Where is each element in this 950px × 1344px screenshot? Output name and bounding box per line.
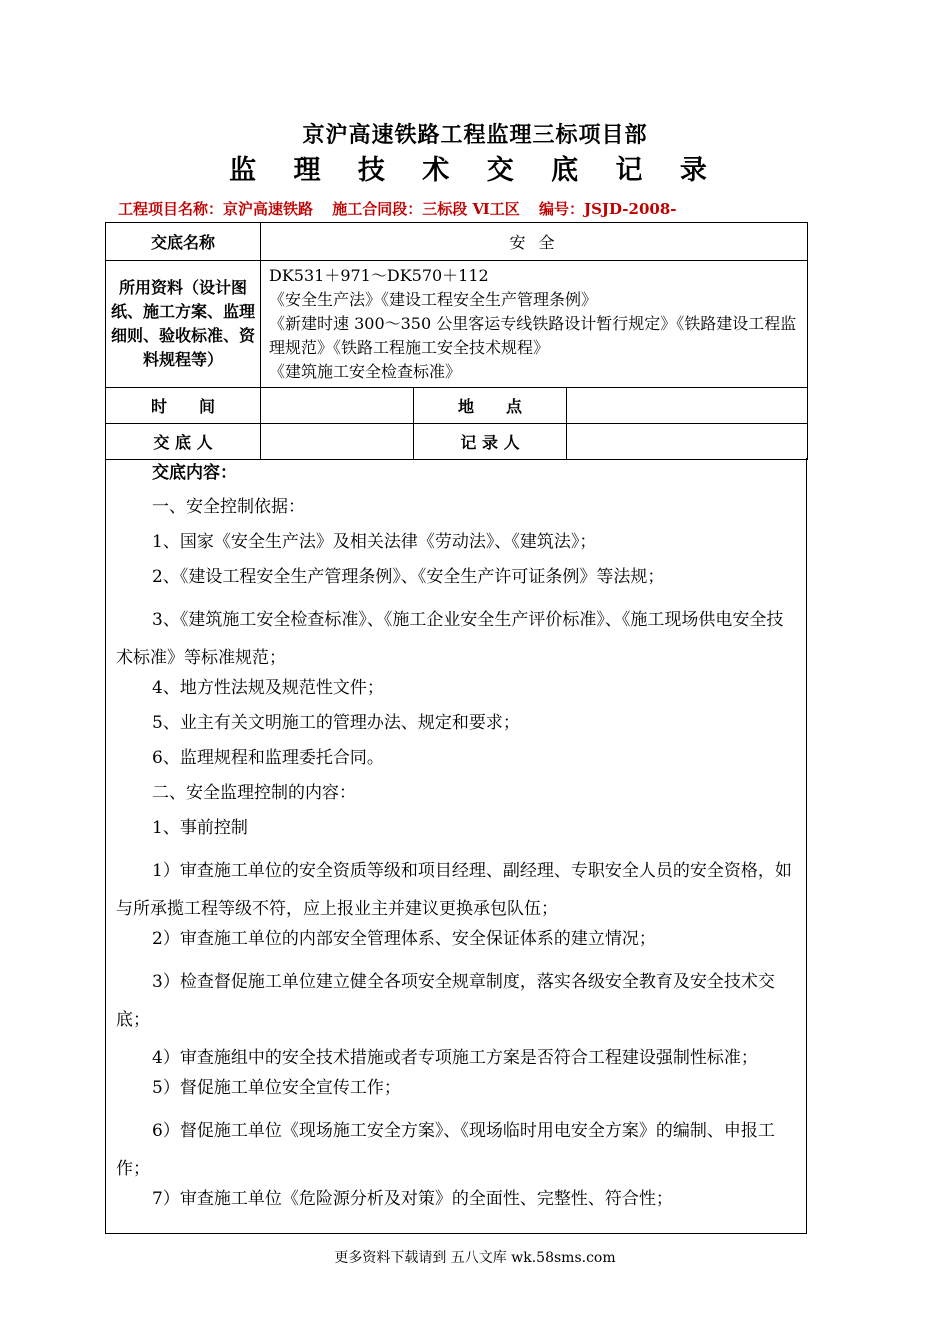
- topic-label: 交底名称: [106, 223, 261, 261]
- time-label: 时 间: [106, 388, 261, 424]
- content-paragraph: 2、《建设工程安全生产管理条例》、《安全生产许可证条例》等法规；: [152, 567, 665, 587]
- recorder-value: [567, 424, 808, 460]
- disclosure-content: [105, 458, 807, 1234]
- content-paragraph: 二、安全监理控制的内容：: [152, 783, 356, 803]
- materials-value: [261, 261, 808, 388]
- materials-line: 《建筑施工安全检查标准》: [269, 362, 462, 381]
- place-label: 地 点: [414, 388, 567, 424]
- content-paragraph: 一、安全控制依据：: [152, 497, 305, 517]
- disclosure-form-table: [105, 222, 808, 460]
- presenter-value: [261, 424, 414, 460]
- materials-line: 《安全生产法》《建设工程安全生产管理条例》: [269, 290, 598, 309]
- content-title: 交底内容：: [152, 463, 237, 483]
- content-paragraph: 5、业主有关文明施工的管理办法、规定和要求；: [152, 713, 520, 733]
- content-paragraph: 4）审查施组中的安全技术措施或者专项施工方案是否符合工程建设强制性标准；: [152, 1048, 758, 1068]
- recorder-label: 记 录 人: [414, 424, 567, 460]
- presenter-label: 交 底 人: [106, 424, 261, 460]
- document-title: 监 理 技 术 交 底 记 录: [229, 155, 721, 186]
- content-paragraph: 6）督促施工单位《现场施工安全方案》、《现场临时用电安全方案》的编制、申报工作；: [116, 1121, 775, 1179]
- place-value: [567, 388, 808, 424]
- content-paragraph: 1）审查施工单位的安全资质等级和项目经理、副经理、专职安全人员的安全资格，如与所承揽工程等级不符，应上报业主并建议更换承包队伍；: [116, 861, 792, 919]
- project-info-line: [118, 198, 690, 219]
- footer-note: 更多资料下载请到 五八文库 wk.58sms.com: [334, 1250, 616, 1266]
- content-paragraph: 3、《建筑施工安全检查标准》、《施工企业安全生产评价标准》、《施工现场供电安全技术标准》等标准规范；: [116, 610, 784, 668]
- content-paragraph: 7）审查施工单位《危险源分析及对策》的全面性、完整性、符合性；: [152, 1189, 673, 1209]
- content-paragraph: 4、地方性法规及规范性文件；: [152, 678, 384, 698]
- content-paragraph: 5）督促施工单位安全宣传工作；: [152, 1078, 401, 1098]
- time-value: [261, 388, 414, 424]
- materials-line: 《新建时速 300～350 公里客运专线铁路设计暂行规定》《铁路建设工程监理规范》《铁路工程施工安全技术规程》: [269, 314, 797, 357]
- materials-label: 所用资料（设计图纸、施工方案、监理细则、验收标准、资料规程等）: [106, 261, 261, 388]
- content-paragraph: 2）审查施工单位的内部安全管理体系、安全保证体系的建立情况；: [152, 929, 656, 949]
- org-title: 京沪高速铁路工程监理三标项目部: [302, 122, 648, 148]
- content-paragraph: 1、事前控制: [152, 818, 248, 838]
- contract-section: 施工合同段：三标段 Ⅵ工区: [332, 200, 520, 218]
- content-paragraph: 6、监理规程和监理委托合同。: [152, 748, 384, 768]
- materials-line: DK531＋971～DK570＋112: [269, 266, 489, 285]
- topic-value: 安 全: [261, 223, 808, 261]
- content-paragraph: 3）检查督促施工单位建立健全各项安全规章制度，落实各级安全教育及安全技术交底；: [116, 972, 775, 1030]
- project-name: 工程项目名称：京沪高速铁路: [118, 200, 314, 218]
- content-paragraph: 1、国家《安全生产法》及相关法律《劳动法》、《建筑法》；: [152, 532, 597, 552]
- document-number: 编号：JSJD-2008-: [538, 200, 677, 218]
